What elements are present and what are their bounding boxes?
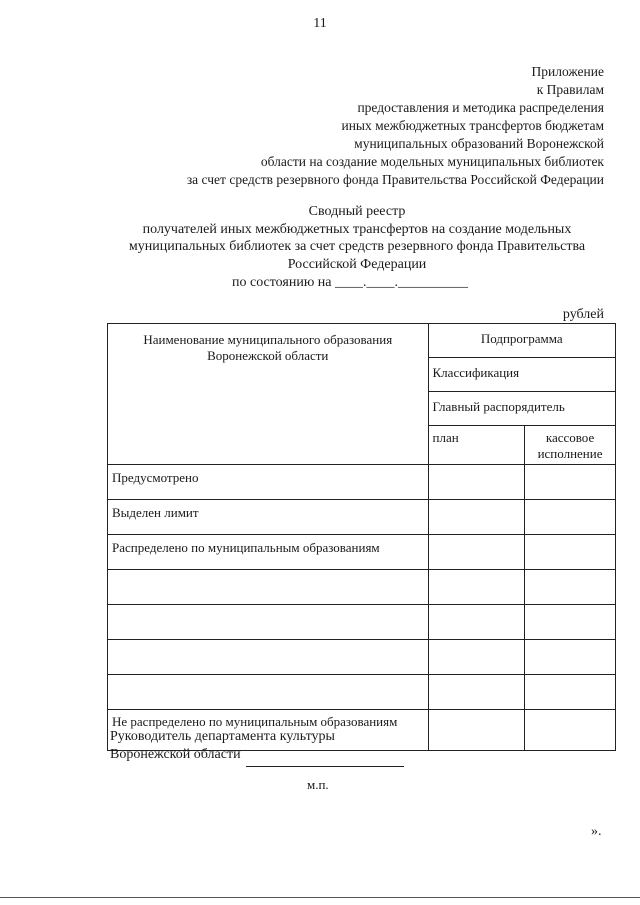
header-municipality: Наименование муниципального образования Воронежской области	[108, 324, 429, 465]
table-cell	[428, 605, 525, 640]
header-subprogram: Подпрограмма	[428, 324, 615, 358]
appendix-line: к Правилам	[536, 82, 604, 97]
signature-line	[246, 765, 404, 767]
table-cell	[428, 675, 525, 710]
signature-region: Воронежской области	[110, 747, 241, 762]
table-row-label: Распределено по муниципальным образованиям	[108, 535, 429, 570]
table-row-label	[108, 570, 429, 605]
stamp-label: м.п.	[307, 777, 329, 792]
appendix-line: муниципальных образований Воронежской	[354, 136, 604, 151]
table-cell	[525, 675, 616, 710]
table-cell	[525, 535, 616, 570]
table-cell	[525, 640, 616, 675]
table-cell	[428, 640, 525, 675]
table-cell	[428, 500, 525, 535]
table-row-label: Выделен лимит	[108, 500, 429, 535]
currency-unit: рублей	[562, 307, 604, 322]
table-cell	[428, 465, 525, 500]
title-line: Российской Федерации	[287, 256, 427, 272]
page-bottom-divider	[0, 897, 640, 898]
registry-table	[107, 323, 616, 751]
title-line: получателей иных межбюджетных трансфертов на создание модельных	[142, 221, 572, 237]
header-plan: план	[428, 426, 525, 465]
header-cash-execution: кассовое исполнение	[525, 426, 616, 465]
closing-quote: ».	[591, 824, 602, 839]
header-main-manager: Главный распорядитель	[428, 392, 615, 426]
table-cell	[428, 570, 525, 605]
appendix-line: предоставления и методика распределения	[357, 100, 604, 115]
table-cell	[525, 500, 616, 535]
table-row-label: Не распределено по муниципальным образованиям	[108, 710, 429, 751]
appendix-line: области на создание модельных муниципальных библиотек	[260, 154, 604, 169]
title-heading: Сводный реестр	[308, 204, 406, 219]
table-row-label	[108, 640, 429, 675]
table-cell	[525, 605, 616, 640]
as-of-date: по состоянию на ____.____.__________	[231, 275, 469, 290]
document-title	[110, 203, 604, 273]
table-cell	[428, 710, 525, 751]
table-cell	[525, 710, 616, 751]
appendix-line: Приложение	[531, 64, 604, 79]
table-row-label	[108, 605, 429, 640]
appendix-header	[187, 63, 604, 189]
header-classification: Классификация	[428, 358, 615, 392]
table-cell	[428, 535, 525, 570]
title-line: муниципальных библиотек за счет средств резервного фонда Правительства	[128, 239, 586, 254]
signature-position: Руководитель департамента культуры	[110, 729, 335, 744]
table-row-label	[108, 675, 429, 710]
table-cell	[525, 465, 616, 500]
signature-block	[110, 728, 335, 764]
page-number: 11	[313, 16, 327, 31]
table-row-label: Предусмотрено	[108, 465, 429, 500]
appendix-line: иных межбюджетных трансфертов бюджетам	[341, 118, 604, 133]
table-cell	[525, 570, 616, 605]
appendix-line: за счет средств резервного фонда Правительства Российской Федерации	[186, 172, 604, 187]
